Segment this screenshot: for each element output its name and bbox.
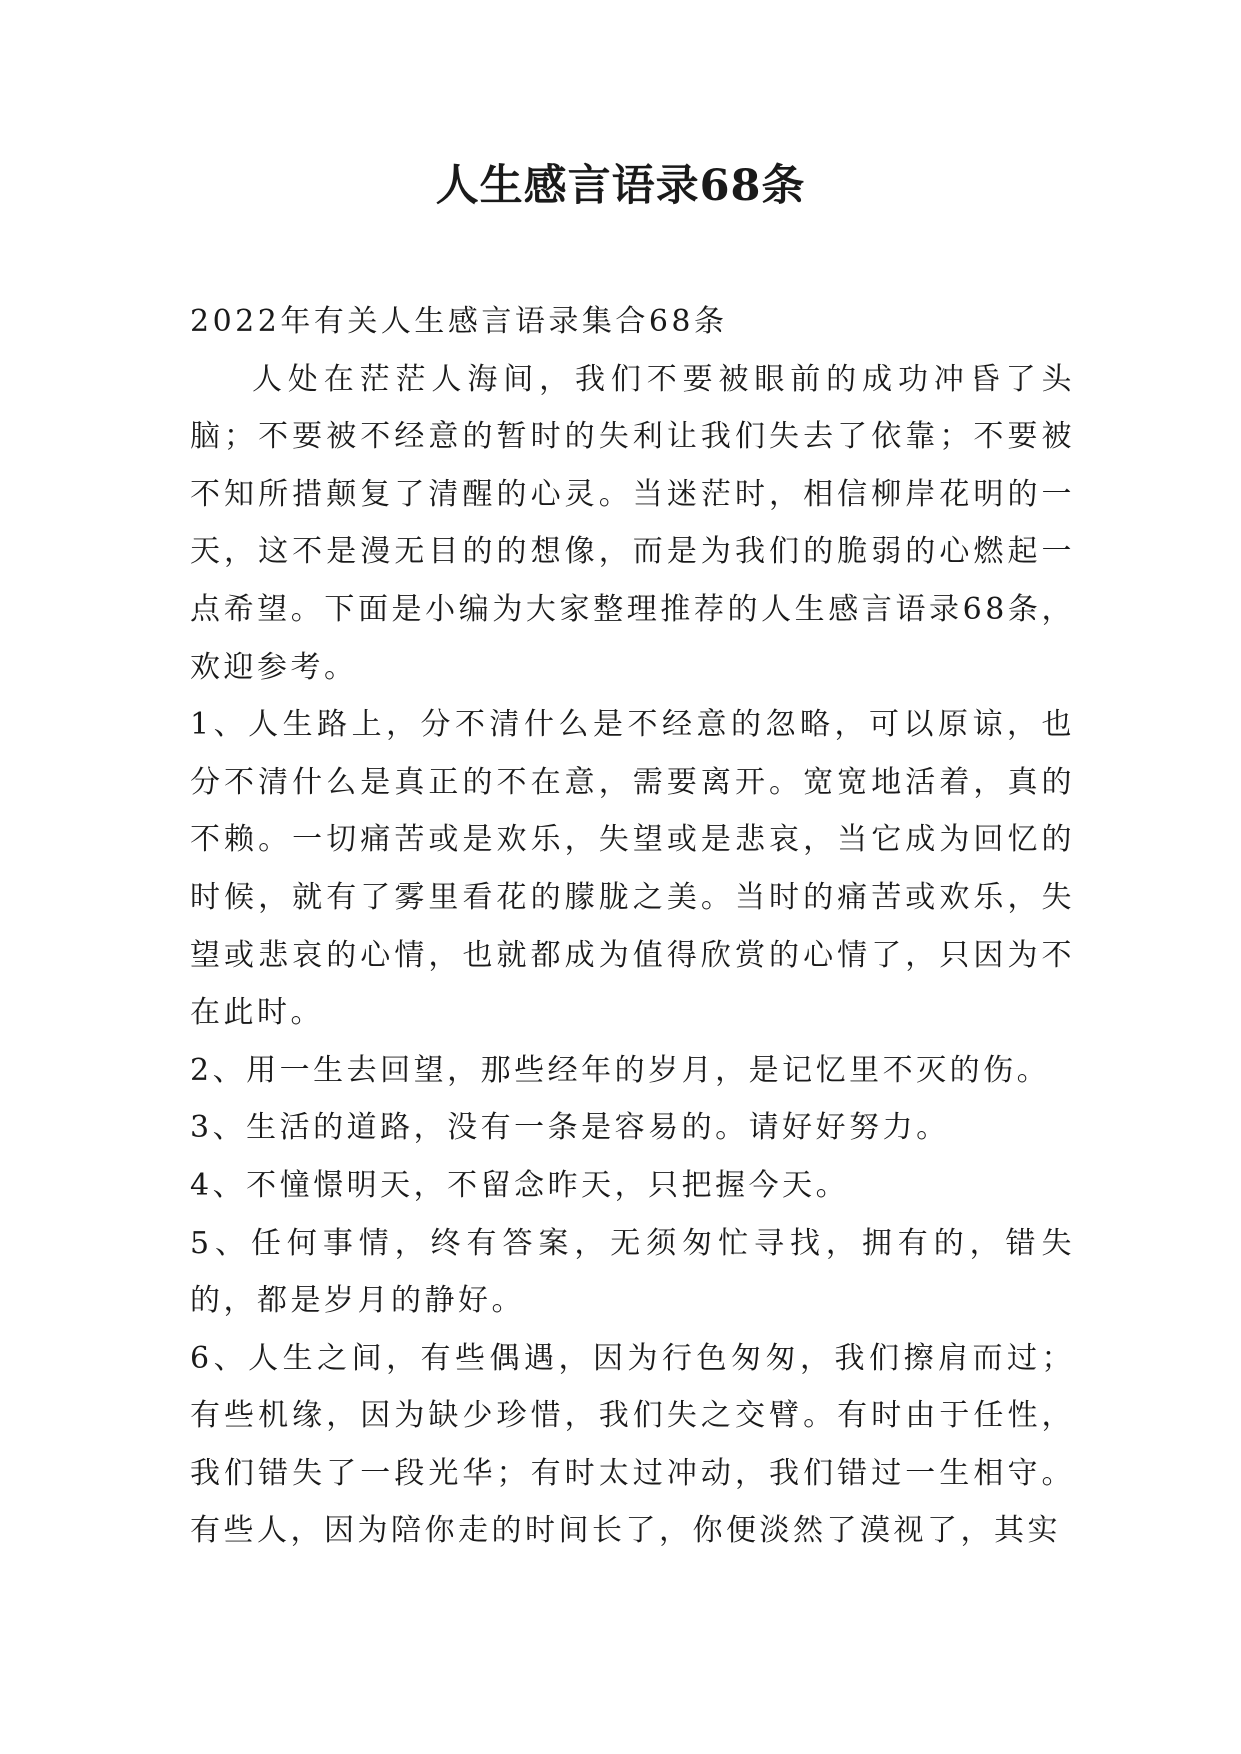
list-item: 6、人生之间，有些偶遇，因为行色匆匆，我们擦肩而过；有些机缘，因为缺少珍惜，我们失之交臂。有时由于任性，我们错失了一段光华；有时太过冲动，我们错过一生相守。有些人，因为陪你走的时间长了，你便淡然了漠视了，其实 xyxy=(190,1340,1075,1549)
list-item: 1、人生路上，分不清什么是不经意的忽略，可以原谅，也分不清什么是真正的不在意，需要离开。宽宽地活着，真的不赖。一切痛苦或是欢乐，失望或是悲哀，当它成为回忆的时候，就有了雾里看花的朦胧之美。当时的痛苦或欢乐，失望或悲哀的心情，也就都成为值得欣赏的心情了，只因为不在此时。 xyxy=(190,707,1075,1031)
list-item: 4、不憧憬明天，不留念昨天，只把握今天。 xyxy=(190,1167,850,1203)
document-subtitle: 2022年有关人生感言语录集合68条 xyxy=(190,304,728,339)
intro-paragraph: 人处在茫茫人海间，我们不要被眼前的成功冲昏了头脑；不要被不经意的暂时的失利让我们失去了依靠；不要被不知所措颠复了清醒的心灵。当迷茫时，相信柳岸花明的一天，这不是漫无目的的想像，而是为我们的脆弱的心燃起一点希望。下面是小编为大家整理推荐的人生感言语录68条，欢迎参考。 xyxy=(190,361,1075,685)
list-item: 5、任何事情，终有答案，无须匆忙寻找，拥有的，错失的，都是岁月的静好。 xyxy=(190,1225,1075,1319)
document-title: 人生感言语录68条 xyxy=(435,161,806,211)
list-item: 2、用一生去回望，那些经年的岁月，是记忆里不灭的伤。 xyxy=(190,1052,1051,1088)
list-item: 3、生活的道路，没有一条是容易的。请好好努力。 xyxy=(190,1110,950,1146)
document-body xyxy=(190,293,1075,1560)
